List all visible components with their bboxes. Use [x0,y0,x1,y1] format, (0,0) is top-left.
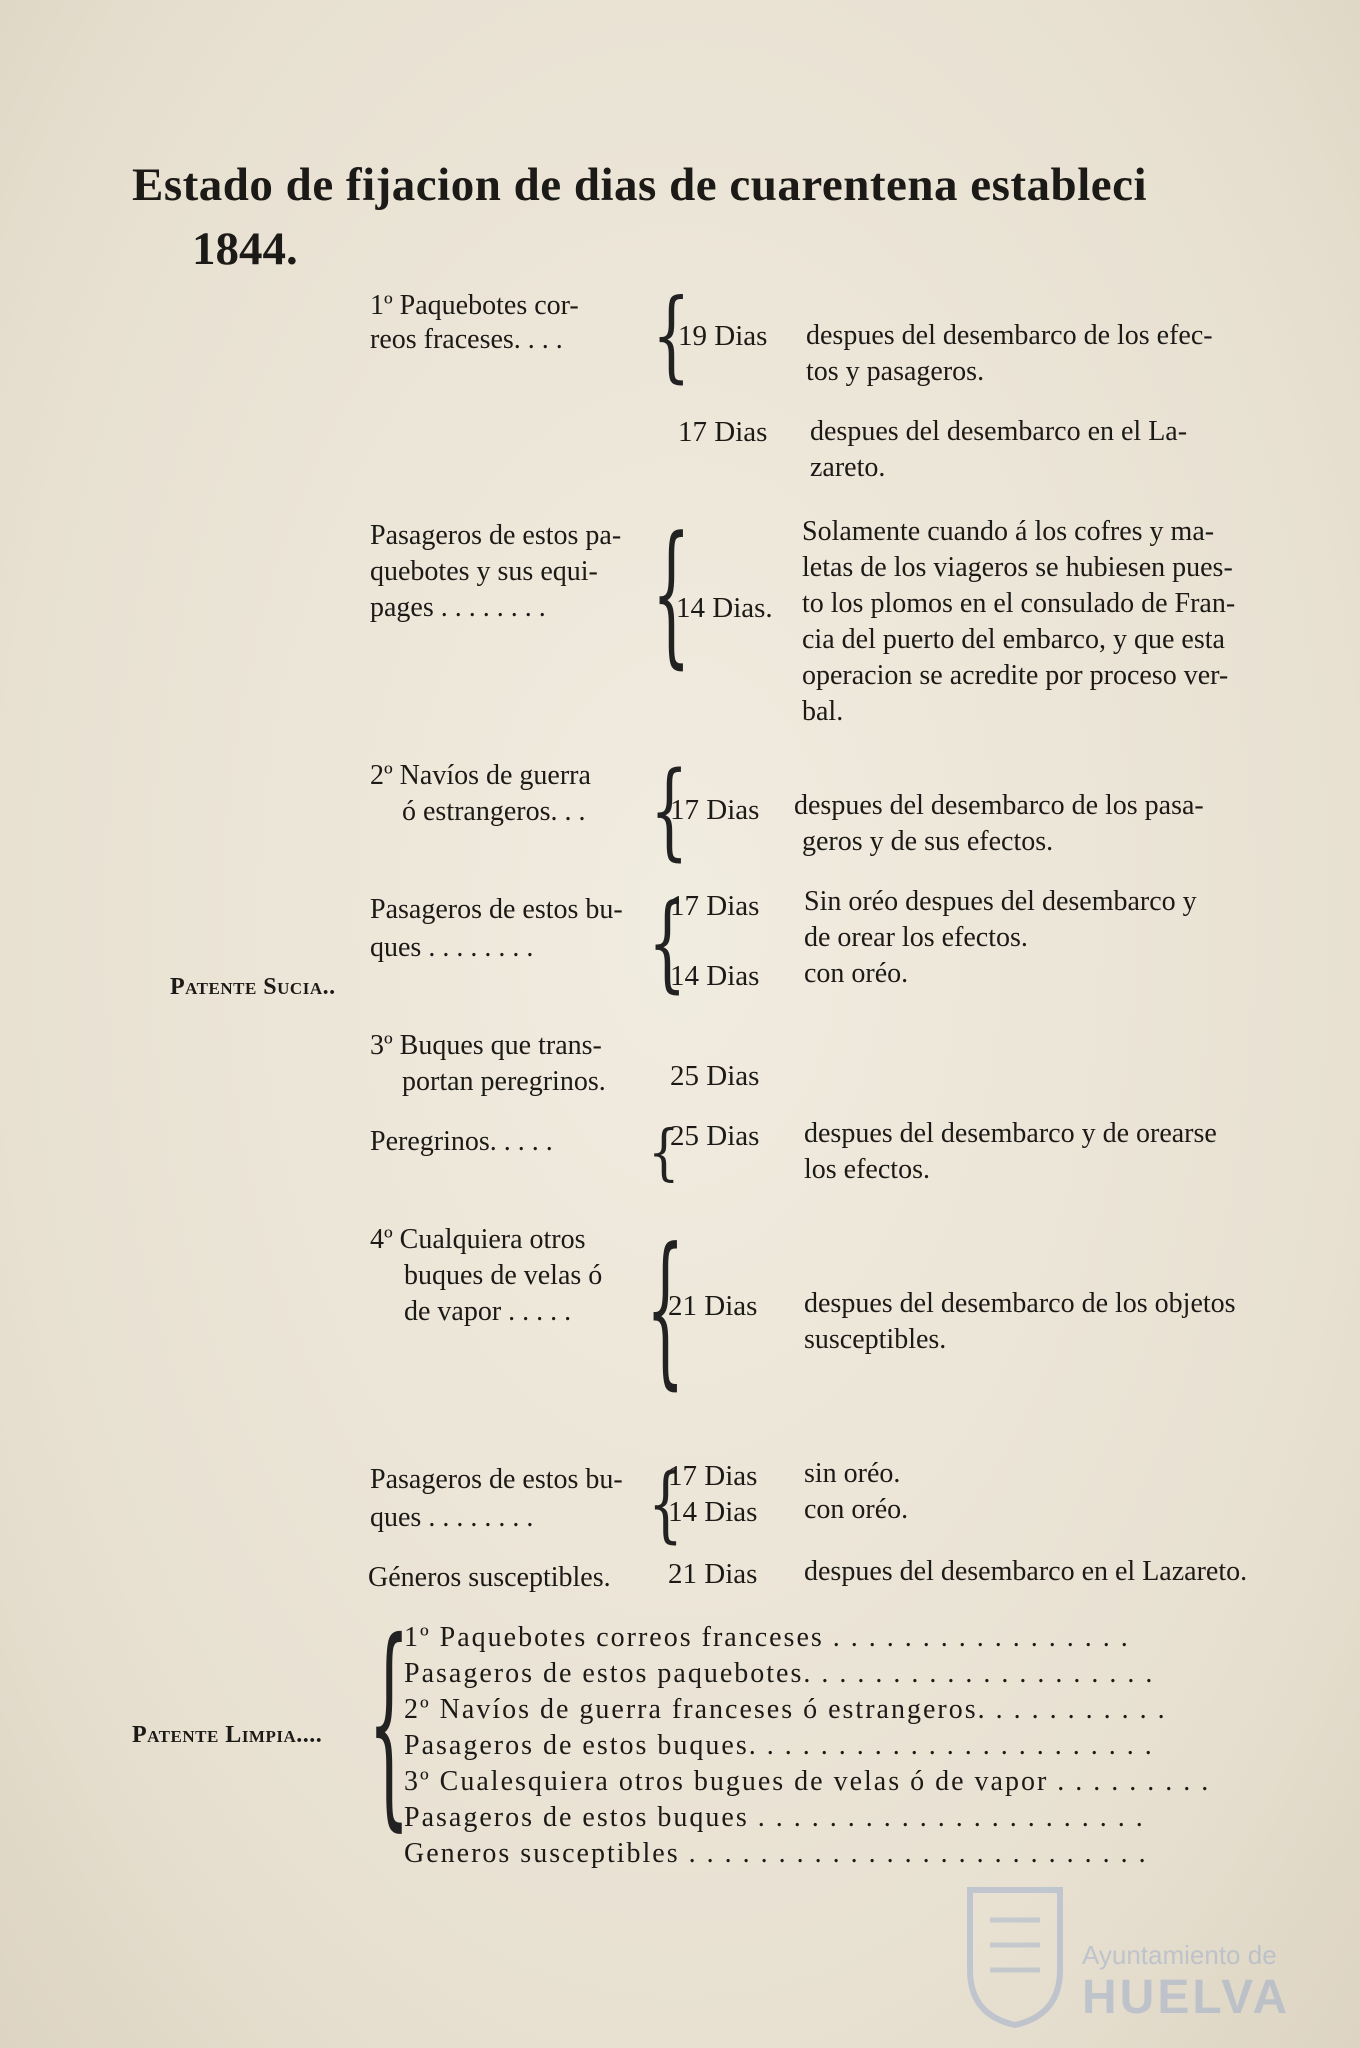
row5-days2: 14 Dias [670,960,760,992]
watermark-line2: HUELVA [1082,1971,1291,2024]
row3-label-line1: Pasageros de estos pa- [370,520,622,551]
row1-days: 19 Dias [678,320,768,352]
limpia-item-5: 3º Cualesquiera otros bugues de velas ó de vapor . . . . . . . . . [404,1766,1211,1797]
row10-label-line1: Géneros susceptibles. [368,1562,611,1593]
brace-mark: { [648,1455,683,1552]
row9-days2: 14 Dias [668,1496,758,1528]
limpia-item-7: Generos susceptibles . . . . . . . . . . . . . . . . . . . . . . . . . . [404,1838,1148,1869]
row4-days: 17 Dias [670,794,760,826]
row3-desc-line3: to los plomos en el consulado de Fran- [802,588,1236,619]
row2-desc-line2: zareto. [810,452,886,483]
row7-label-line1: Peregrinos. . . . . [370,1126,553,1157]
brace-mark: { [646,1212,685,1405]
limpia-item-6: Pasageros de estos buques . . . . . . . . . . . . . . . . . . . . . . [404,1802,1145,1833]
limpia-item-2: Pasageros de estos paquebotes. . . . . . . . . . . . . . . . . . . . [404,1658,1155,1689]
row6-days: 25 Dias [670,1060,760,1092]
row3-desc-line2: letas de los viageros se hubiesen pues- [802,552,1233,583]
row7-desc-line2: los efectos. [804,1154,930,1185]
row10-days: 21 Dias [668,1558,758,1590]
row4-label-line1: 2º Navíos de guerra [370,760,591,791]
row6-label-line2: portan peregrinos. [402,1066,606,1097]
row8-days: 21 Dias [668,1290,758,1322]
row9-desc-line1: sin oréo. [804,1458,901,1489]
brace-mark: { [652,503,691,683]
row9-label-line2: ques . . . . . . . . [370,1502,534,1533]
row5-label-line1: Pasageros de estos bu- [370,894,623,925]
patente-sucia-label: Patente Sucia.. [170,974,336,1000]
row8-desc-line2: susceptibles. [804,1324,947,1355]
row9-label-line1: Pasageros de estos bu- [370,1464,623,1495]
row1-desc-line1: despues del desembarco de los efec- [806,320,1213,351]
row9-days1: 17 Dias [668,1460,758,1492]
row7-desc-line1: despues del desembarco y de orearse [804,1118,1217,1149]
document-title: Estado de fijacion de dias de cuarentena estableci [132,159,1148,211]
row3-desc-line4: cia del puerto del embarco, y que esta [802,624,1225,655]
shield-watermark-icon [960,1880,1070,2030]
row3-desc-line5: operacion se acredite por proceso ver- [802,660,1229,691]
row8-label-line2: buques de velas ó [404,1260,603,1291]
row8-desc-line1: despues del desembarco de los objetos [804,1288,1236,1319]
watermark-line1: Ayuntamiento de [1082,1940,1277,1970]
row7-days: 25 Dias [670,1120,760,1152]
document-year: 1844. [192,223,298,275]
row8-label-line3: de vapor . . . . . [404,1296,572,1327]
row10-desc-line1: despues del desembarco en el Lazareto. [804,1556,1248,1587]
brace-mark: { [648,1117,680,1188]
row2-desc-line1: despues del desembarco en el La- [810,416,1188,447]
row3-label-line2: quebotes y sus equi- [370,556,598,587]
limpia-item-1: 1º Paquebotes correos franceses . . . . . . . . . . . . . . . . . [404,1622,1130,1653]
row5-days1: 17 Dias [670,890,760,922]
row1-label-line1: 1º Paquebotes cor- [370,290,579,321]
brace-mark: { [648,881,687,1004]
brace-mark: { [652,277,691,394]
row4-desc-line2: geros y de sus efectos. [802,826,1054,857]
row5-desc-line3: con oréo. [804,958,909,989]
row1-label-line2: reos fraceses. . . . [370,324,563,355]
limpia-item-3: 2º Navíos de guerra franceses ó estrangeros. . . . . . . . . . . [404,1694,1167,1725]
row5-desc-line2: de orear los efectos. [804,922,1028,953]
row5-desc-line1: Sin oréo despues del desembarco y [804,886,1197,917]
row4-label-line2: ó estrangeros. . . [402,796,586,827]
row3-desc-line6: bal. [802,696,844,727]
row2-days: 17 Dias [678,416,768,448]
row3-days: 14 Dias. [676,592,773,624]
row1-desc-line2: tos y pasageros. [806,356,985,387]
row8-label-line1: 4º Cualquiera otros [370,1224,586,1255]
row3-desc-line1: Solamente cuando á los cofres y ma- [802,516,1215,547]
brace-mark: { [650,749,689,872]
row3-label-line3: pages . . . . . . . . [370,592,546,623]
row5-label-line2: ques . . . . . . . . [370,932,534,963]
row6-label-line1: 3º Buques que trans- [370,1030,602,1061]
row9-desc-line2: con oréo. [804,1494,909,1525]
limpia-item-4: Pasageros de estos buques. . . . . . . . . . . . . . . . . . . . . . . [404,1730,1154,1761]
row4-desc-line1: despues del desembarco de los pasa- [794,790,1204,821]
patente-limpia-label: Patente Limpia.... [132,1722,323,1748]
brace-mark: { [368,1594,410,1850]
